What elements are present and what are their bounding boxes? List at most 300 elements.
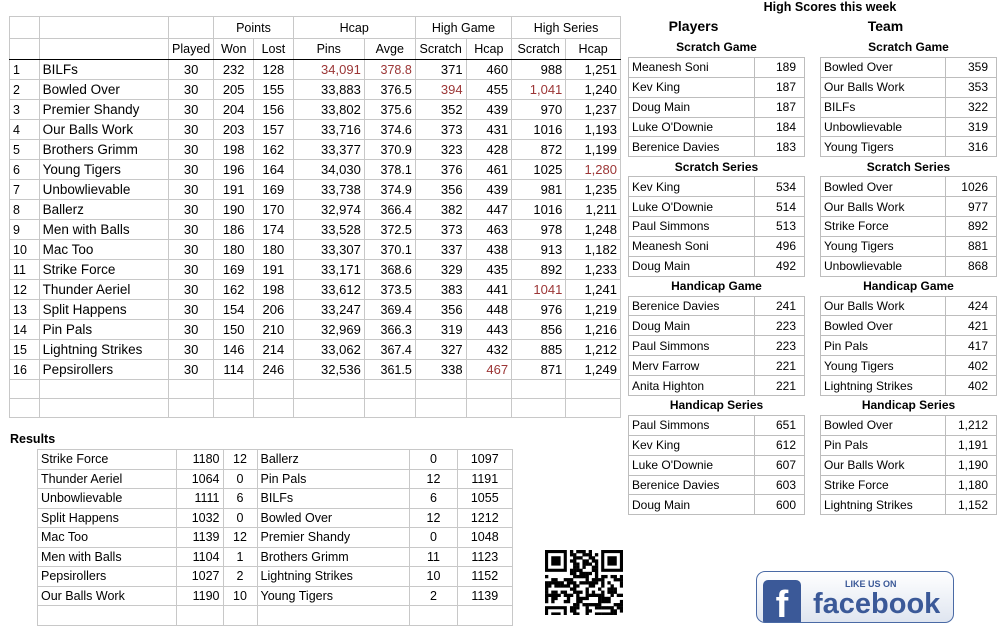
standings-hg-scratch: 337 [415, 240, 466, 260]
standings-row [10, 240, 621, 260]
standings-pins: 33,377 [293, 140, 364, 160]
standings-hs-scratch: 856 [512, 320, 566, 340]
qr-module [601, 575, 604, 578]
standings-row [10, 100, 621, 120]
score-value: 223 [755, 316, 805, 336]
standings-avge: 378.1 [364, 160, 415, 180]
team-score-row [821, 475, 997, 495]
qr-module [570, 594, 573, 597]
standings-hg-hcap: 448 [466, 300, 512, 320]
score-value: 322 [946, 97, 997, 117]
player-name: Berenice Davies [629, 296, 755, 316]
score-value: 359 [946, 57, 997, 77]
team-name: Our Balls Work [821, 296, 946, 316]
qr-module [598, 587, 601, 590]
team-score-row [821, 117, 997, 137]
player-name: Berenice Davies [629, 475, 755, 495]
standings-lost: 155 [254, 80, 294, 100]
standings-won: 232 [214, 60, 254, 80]
facebook-like-text: LIKE US ON [845, 579, 897, 589]
qr-module [573, 591, 576, 594]
result-row [38, 547, 513, 567]
standings-empty-row [10, 380, 621, 399]
qr-module [601, 606, 604, 609]
header-avge: Avge [364, 39, 415, 60]
standings-position: 16 [10, 360, 40, 380]
standings-header-group [10, 17, 621, 39]
score-value: 417 [946, 336, 997, 356]
section-title: Scratch Game [868, 40, 949, 55]
result-row [38, 528, 513, 548]
standings-row [10, 260, 621, 280]
header-hs-hcap: Hcap [566, 39, 621, 60]
score-value: 187 [755, 77, 805, 97]
standings-played: 30 [169, 140, 214, 160]
standings-won: 162 [214, 280, 254, 300]
standings-avge: 361.5 [364, 360, 415, 380]
qr-module [620, 584, 623, 587]
team-name: Lightning Strikes [821, 495, 946, 515]
qr-module [579, 581, 582, 584]
standings-avge: 369.4 [364, 300, 415, 320]
standings-played: 30 [169, 180, 214, 200]
standings-won: 169 [214, 260, 254, 280]
result-points-b: 0 [410, 450, 457, 470]
score-value: 421 [946, 316, 997, 336]
team-section-header [821, 157, 997, 177]
standings-played: 30 [169, 120, 214, 140]
qr-module [570, 578, 573, 581]
result-points-b: 2 [410, 586, 457, 606]
result-team-b: Pin Pals [257, 469, 410, 489]
qr-module [567, 578, 570, 581]
standings-avge: 370.9 [364, 140, 415, 160]
qr-module [545, 581, 548, 584]
facebook-like-badge[interactable] [756, 571, 954, 623]
score-value: 1,190 [946, 455, 997, 475]
standings-avge: 374.6 [364, 120, 415, 140]
empty-cell [415, 399, 466, 418]
qr-module [576, 569, 579, 572]
result-points-a: 0 [223, 469, 257, 489]
qr-module [586, 575, 589, 578]
standings-pins: 33,528 [293, 220, 364, 240]
standings-position: 9 [10, 220, 40, 240]
standings-hs-scratch: 871 [512, 360, 566, 380]
team-name: Our Balls Work [821, 455, 946, 475]
result-score-b: 1055 [457, 489, 512, 509]
qr-module [570, 572, 573, 575]
section-title: Handicap Game [863, 279, 954, 294]
qr-module [589, 584, 592, 587]
result-points-a: 2 [223, 567, 257, 587]
players-high-scores-table [628, 38, 805, 515]
team-score-row [821, 97, 997, 117]
qr-module [548, 594, 551, 597]
qr-module [554, 584, 557, 587]
qr-module [582, 597, 585, 600]
score-value: 881 [946, 236, 997, 256]
qr-module [545, 591, 548, 594]
result-team-b: Lightning Strikes [257, 567, 410, 587]
standings-hg-scratch: 373 [415, 120, 466, 140]
qr-module [579, 575, 582, 578]
qr-module [586, 581, 589, 584]
qr-module [554, 597, 557, 600]
standings-position: 5 [10, 140, 40, 160]
standings-pins: 32,974 [293, 200, 364, 220]
team-section-header [821, 276, 997, 296]
players-section-header [629, 276, 805, 296]
team-score-row [821, 415, 997, 435]
players-score-row [629, 296, 805, 316]
qr-module [592, 591, 595, 594]
team-name: Our Balls Work [821, 197, 946, 217]
standings-hg-scratch: 323 [415, 140, 466, 160]
qr-module [545, 600, 548, 603]
result-points-b: 12 [410, 469, 457, 489]
qr-module [573, 559, 576, 562]
qr-module [573, 556, 576, 559]
standings-team: Strike Force [39, 260, 168, 280]
qr-module [579, 556, 582, 559]
standings-position: 11 [10, 260, 40, 280]
players-score-row [629, 177, 805, 197]
players-score-row [629, 137, 805, 157]
standings-won: 180 [214, 240, 254, 260]
players-score-row [629, 256, 805, 276]
standings-team: Lightning Strikes [39, 340, 168, 360]
team-name: Pin Pals [821, 435, 946, 455]
empty-cell [364, 380, 415, 399]
empty-cell [415, 380, 466, 399]
team-score-row [821, 217, 997, 237]
result-points-a: 1 [223, 547, 257, 567]
player-name: Doug Main [629, 97, 755, 117]
qr-module [611, 587, 614, 590]
standings-hs-scratch: 970 [512, 100, 566, 120]
team-name: Pin Pals [821, 336, 946, 356]
team-score-row [821, 296, 997, 316]
score-value: 241 [755, 296, 805, 316]
qr-module [595, 575, 598, 578]
score-value: 184 [755, 117, 805, 137]
qr-module [607, 600, 610, 603]
qr-module [561, 584, 564, 587]
team-score-row [821, 236, 997, 256]
standings-avge: 368.6 [364, 260, 415, 280]
qr-module [576, 575, 579, 578]
standings-won: 198 [214, 140, 254, 160]
player-name: Merv Farrow [629, 356, 755, 376]
standings-lost: 180 [254, 240, 294, 260]
team-score-row [821, 356, 997, 376]
qr-module [573, 572, 576, 575]
qr-module [573, 584, 576, 587]
result-score-b: 1123 [457, 547, 512, 567]
players-score-row [629, 336, 805, 356]
qr-module [611, 584, 614, 587]
player-name: Doug Main [629, 316, 755, 336]
standings-position: 15 [10, 340, 40, 360]
qr-module [579, 572, 582, 575]
qr-module [551, 594, 554, 597]
result-team-b: Bowled Over [257, 508, 410, 528]
standings-hg-scratch: 382 [415, 200, 466, 220]
empty-cell [466, 399, 512, 418]
qr-module [607, 606, 610, 609]
results-table [37, 449, 513, 626]
standings-hg-hcap: 432 [466, 340, 512, 360]
qr-module [551, 578, 554, 581]
qr-module [570, 550, 573, 553]
standings-played: 30 [169, 280, 214, 300]
standings-hg-scratch: 356 [415, 180, 466, 200]
qr-module [595, 572, 598, 575]
facebook-icon: f [763, 580, 801, 623]
qr-module [576, 591, 579, 594]
qr-module [607, 597, 610, 600]
team-name: Unbowlievable [821, 256, 946, 276]
qr-module [548, 584, 551, 587]
section-title: Scratch Series [866, 159, 951, 174]
standings-team: Thunder Aeriel [39, 280, 168, 300]
team-score-row [821, 455, 997, 475]
standings-hg-scratch: 383 [415, 280, 466, 300]
qr-module [570, 606, 573, 609]
standings-hs-hcap: 1,219 [566, 300, 621, 320]
standings-hg-scratch: 338 [415, 360, 466, 380]
standings-played: 30 [169, 220, 214, 240]
empty-cell [223, 606, 257, 626]
qr-module [586, 553, 589, 556]
qr-module [582, 566, 585, 569]
qr-module [548, 581, 551, 584]
result-row [38, 567, 513, 587]
score-value: 1,212 [946, 415, 997, 435]
qr-module [554, 594, 557, 597]
results-title: Results [10, 432, 56, 446]
standings-row [10, 280, 621, 300]
qr-module [576, 603, 579, 606]
team-high-scores-table [820, 38, 997, 515]
qr-module [620, 600, 623, 603]
qr-module [576, 597, 579, 600]
qr-module [598, 597, 601, 600]
qr-module [598, 606, 601, 609]
qr-module [586, 594, 589, 597]
players-score-row [629, 475, 805, 495]
standings-pins: 34,030 [293, 160, 364, 180]
qr-module [557, 581, 560, 584]
standings-hs-scratch: 1016 [512, 200, 566, 220]
qr-module [582, 559, 585, 562]
qr-code-image [545, 550, 623, 615]
standings-pins: 33,062 [293, 340, 364, 360]
qr-module [582, 572, 585, 575]
standings-played: 30 [169, 260, 214, 280]
player-name: Paul Simmons [629, 415, 755, 435]
standings-position: 1 [10, 60, 40, 80]
result-team-a: Mac Too [38, 528, 177, 548]
empty-cell [177, 606, 223, 626]
qr-module [576, 606, 579, 609]
team-score-row [821, 77, 997, 97]
team-score-row [821, 256, 997, 276]
standings-hs-hcap: 1,240 [566, 80, 621, 100]
standings-hg-scratch: 376 [415, 160, 466, 180]
standings-team: Pepsirollers [39, 360, 168, 380]
standings-pins: 32,969 [293, 320, 364, 340]
header-points: Points [214, 17, 293, 39]
team-name: Bowled Over [821, 316, 946, 336]
result-score-a: 1027 [177, 567, 223, 587]
standings-hg-scratch: 394 [415, 80, 466, 100]
qr-module [582, 575, 585, 578]
qr-module [576, 584, 579, 587]
qr-module [620, 575, 623, 578]
qr-module [582, 550, 585, 553]
qr-module [564, 591, 567, 594]
qr-module [567, 600, 570, 603]
result-score-b: 1048 [457, 528, 512, 548]
score-value: 892 [946, 217, 997, 237]
players-score-row [629, 97, 805, 117]
standings-hs-scratch: 1025 [512, 160, 566, 180]
team-score-row [821, 435, 997, 455]
score-value: 221 [755, 356, 805, 376]
players-score-row [629, 495, 805, 515]
qr-module [611, 591, 614, 594]
result-row [38, 489, 513, 509]
header-high-game: High Game [415, 17, 511, 39]
score-value: 353 [946, 77, 997, 97]
qr-module [582, 603, 585, 606]
qr-module [620, 606, 623, 609]
qr-module [604, 597, 607, 600]
standings-team: Split Happens [39, 300, 168, 320]
standings-hs-scratch: 978 [512, 220, 566, 240]
qr-module [598, 578, 601, 581]
players-score-row [629, 117, 805, 137]
player-name: Paul Simmons [629, 336, 755, 356]
player-name: Paul Simmons [629, 217, 755, 237]
empty-cell [293, 399, 364, 418]
team-score-row [821, 316, 997, 336]
standings-position: 7 [10, 180, 40, 200]
standings-team: Premier Shandy [39, 100, 168, 120]
empty-cell [566, 399, 621, 418]
qr-module [589, 562, 592, 565]
standings-hs-scratch: 885 [512, 340, 566, 360]
qr-module [564, 600, 567, 603]
result-points-a: 12 [223, 450, 257, 470]
score-value: 651 [755, 415, 805, 435]
standings-hg-hcap: 460 [466, 60, 512, 80]
qr-module [573, 562, 576, 565]
standings-hs-hcap: 1,212 [566, 340, 621, 360]
result-points-a: 0 [223, 508, 257, 528]
qr-module [607, 591, 610, 594]
standings-won: 196 [214, 160, 254, 180]
standings-pins: 33,247 [293, 300, 364, 320]
qr-module [586, 609, 589, 612]
qr-module [595, 603, 598, 606]
empty-cell [410, 606, 457, 626]
qr-module [579, 600, 582, 603]
standings-played: 30 [169, 80, 214, 100]
result-team-b: Young Tigers [257, 586, 410, 606]
qr-module [601, 578, 604, 581]
empty-cell [512, 380, 566, 399]
qr-module [586, 603, 589, 606]
standings-hs-scratch: 913 [512, 240, 566, 260]
qr-module [611, 575, 614, 578]
standings-hg-hcap: 431 [466, 120, 512, 140]
score-value: 496 [755, 236, 805, 256]
standings-row [10, 200, 621, 220]
player-name: Doug Main [629, 495, 755, 515]
player-name: Meanesh Soni [629, 57, 755, 77]
result-team-a: Strike Force [38, 450, 177, 470]
section-title: Handicap Series [669, 398, 764, 413]
qr-module [570, 609, 573, 612]
team-name: Young Tigers [821, 356, 946, 376]
team-name: Strike Force [821, 475, 946, 495]
team-name: BILFs [821, 97, 946, 117]
score-value: 607 [755, 455, 805, 475]
header-lost: Lost [254, 39, 294, 60]
team-score-row [821, 495, 997, 515]
result-points-b: 11 [410, 547, 457, 567]
result-team-b: Brothers Grimm [257, 547, 410, 567]
standings-lost: 170 [254, 200, 294, 220]
standings-team: BILFs [39, 60, 168, 80]
standings-lost: 128 [254, 60, 294, 80]
empty-cell [566, 380, 621, 399]
team-score-row [821, 57, 997, 77]
score-value: 534 [755, 177, 805, 197]
standings-won: 146 [214, 340, 254, 360]
qr-code[interactable] [545, 550, 623, 615]
score-value: 1,180 [946, 475, 997, 495]
standings-played: 30 [169, 100, 214, 120]
empty-cell [10, 380, 40, 399]
qr-module [620, 594, 623, 597]
qr-module [551, 600, 554, 603]
standings-played: 30 [169, 360, 214, 380]
standings-hg-hcap: 463 [466, 220, 512, 240]
score-value: 612 [755, 435, 805, 455]
qr-module [601, 591, 604, 594]
standings-played: 30 [169, 200, 214, 220]
result-team-a: Split Happens [38, 508, 177, 528]
qr-module [570, 581, 573, 584]
empty-cell [39, 380, 168, 399]
standings-team: Our Balls Work [39, 120, 168, 140]
standings-hg-scratch: 327 [415, 340, 466, 360]
standings-avge: 366.3 [364, 320, 415, 340]
team-name: Strike Force [821, 217, 946, 237]
standings-position: 10 [10, 240, 40, 260]
result-score-b: 1139 [457, 586, 512, 606]
qr-module [545, 587, 548, 590]
standings-hs-scratch: 981 [512, 180, 566, 200]
standings-hs-hcap: 1,211 [566, 200, 621, 220]
empty-cell [364, 399, 415, 418]
standings-empty-row [10, 399, 621, 418]
standings-played: 30 [169, 160, 214, 180]
